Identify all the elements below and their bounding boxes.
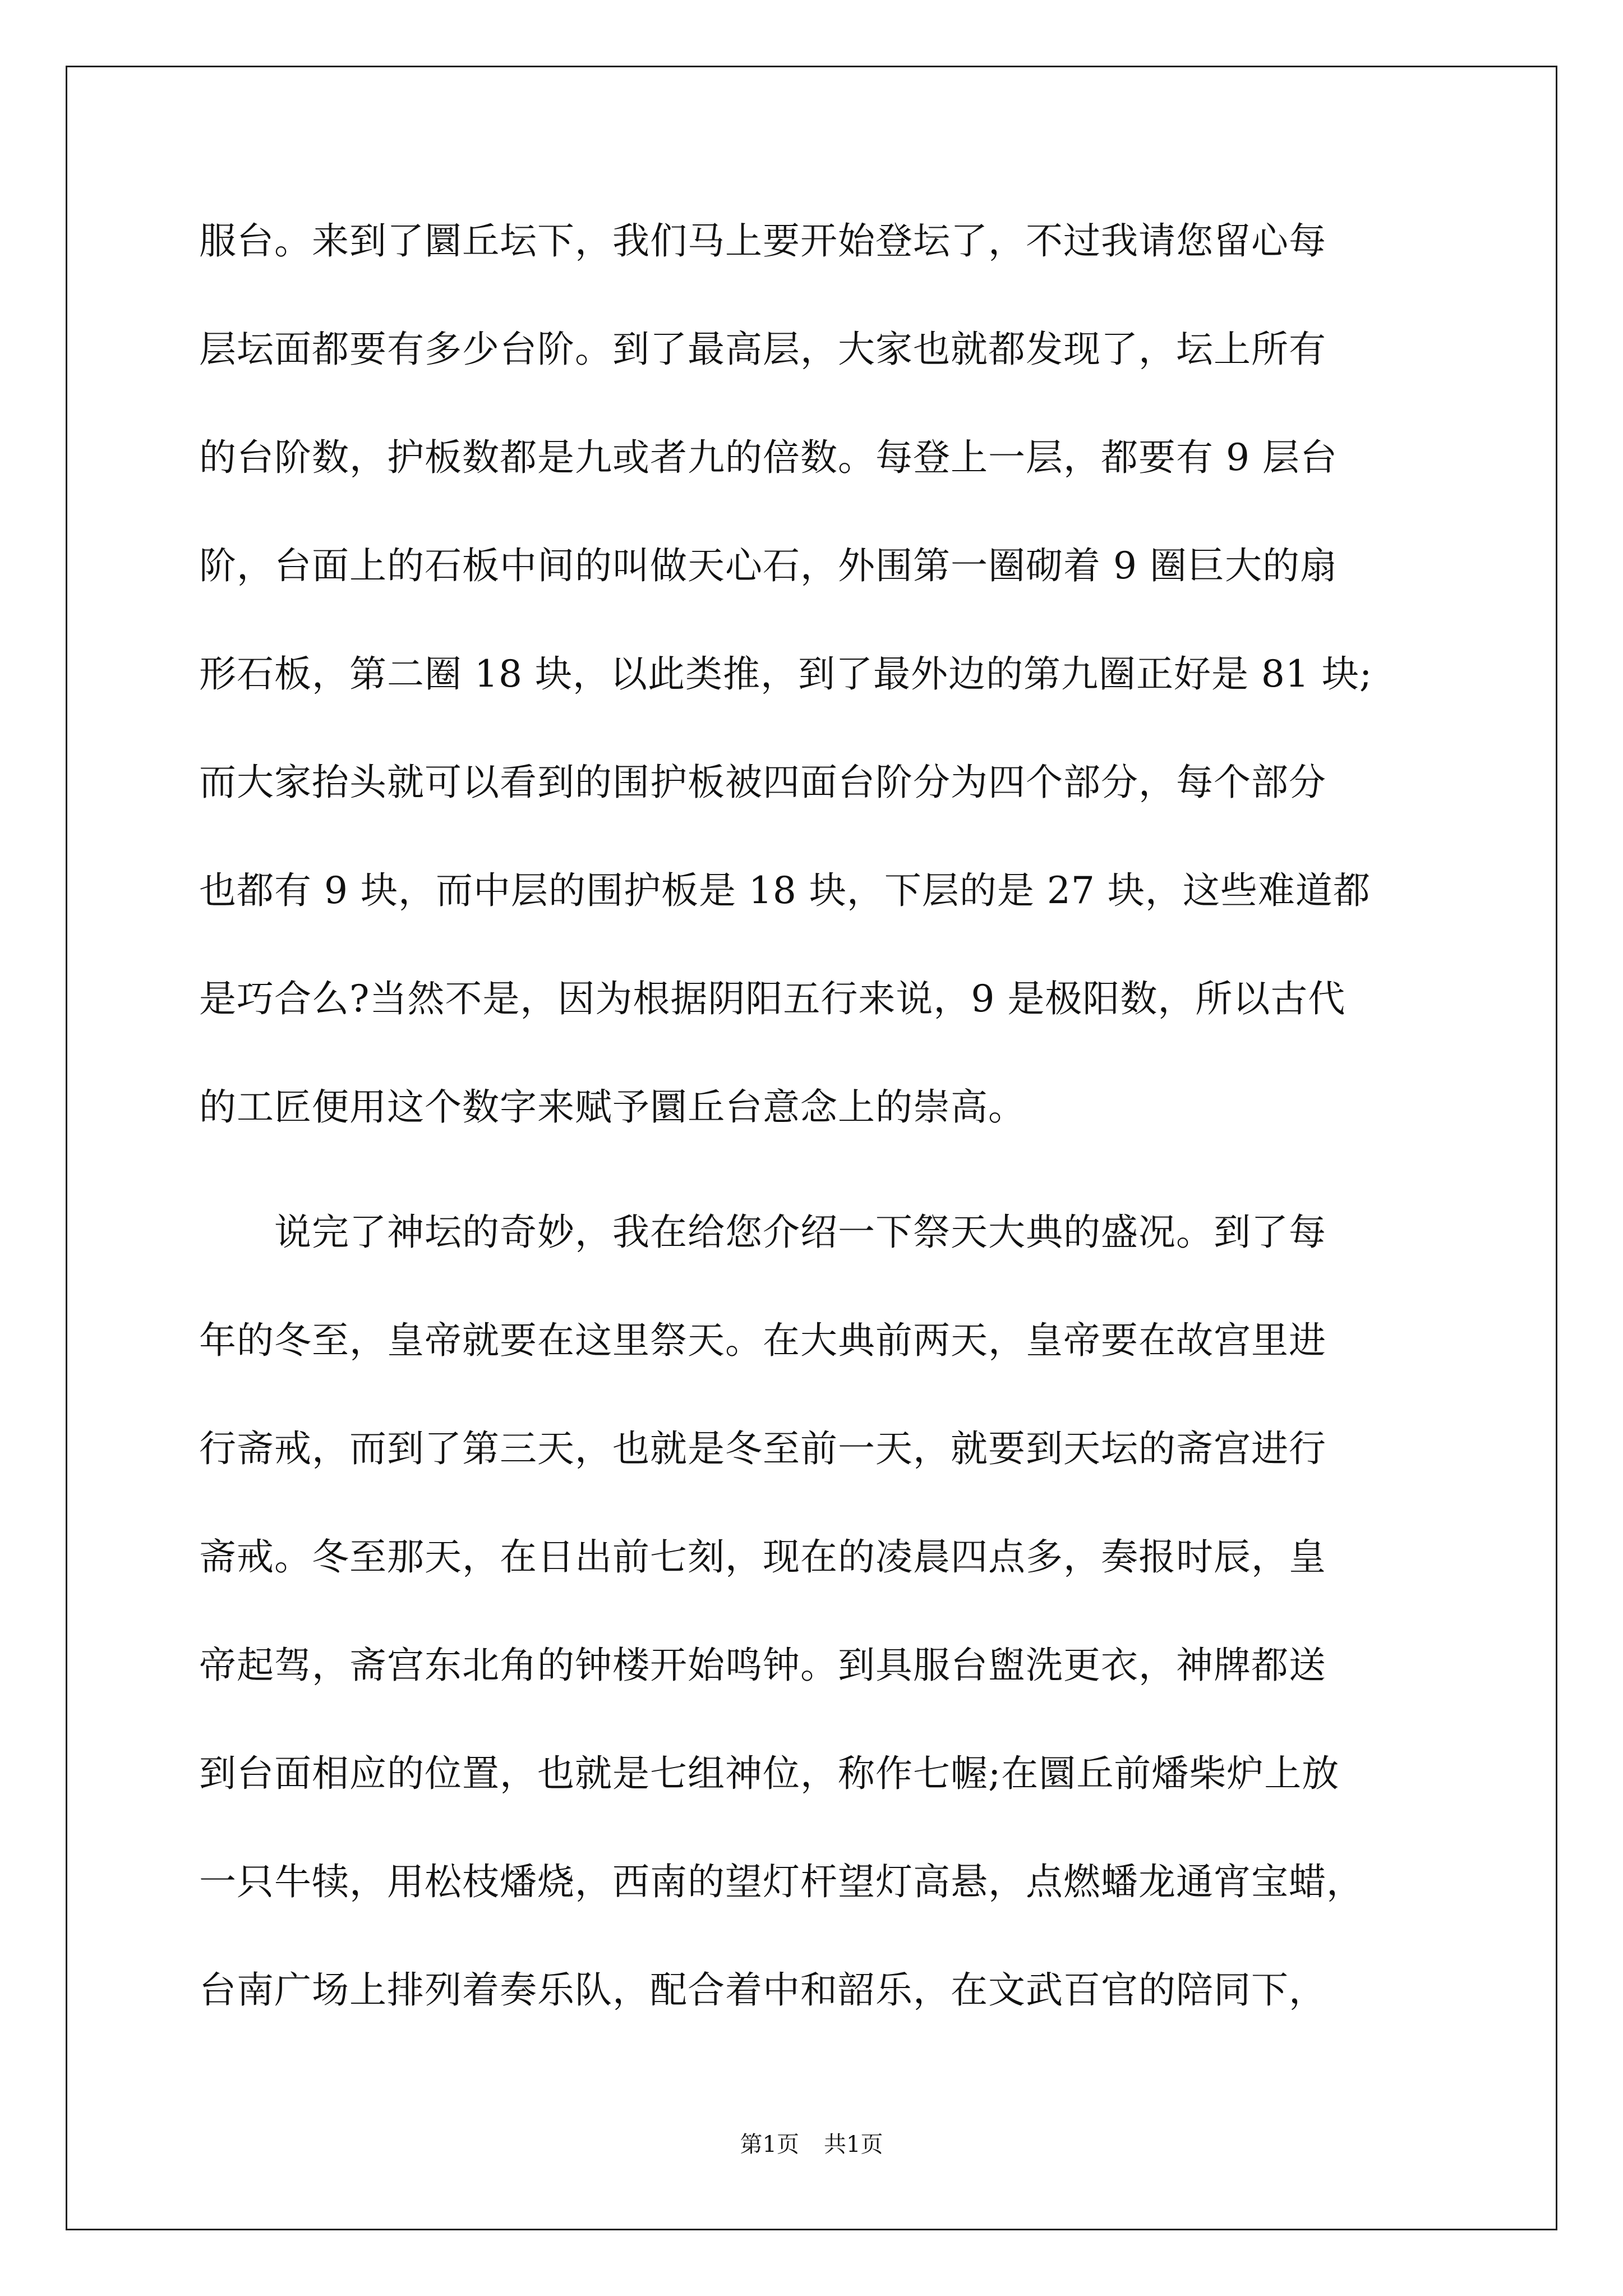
paragraph-start-line: 说完了神坛的奇妙，我在给您介绍一下祭天大典的盛况。到了每 [274,1211,1326,1254]
text-line: 到台面相应的位置，也就是七组神位，称作七幄;在圜丘前燔柴炉上放 [199,1752,1340,1795]
text-line: 台南广场上排列着奏乐队，配合着中和韶乐，在文武百官的陪同下， [199,1968,1326,2012]
text-line: 也都有 9 块，而中层的围护板是 18 块，下层的是 27 块，这些难道都 [199,869,1371,912]
text-line: 斋戒。冬至那天，在日出前七刻，现在的凌晨四点多，奏报时辰，皇 [199,1535,1326,1579]
page-number: 第1页 [740,2132,799,2157]
page-total: 共1页 [824,2132,883,2157]
text-line: 是巧合么?当然不是，因为根据阴阳五行来说，9 是极阳数，所以古代 [199,977,1346,1020]
text-line: 阶，台面上的石板中间的叫做天心石，外围第一圈砌着 9 圈巨大的扇 [199,544,1338,587]
text-line: 的台阶数，护板数都是九或者九的倍数。每登上一层，都要有 9 层台 [199,436,1338,479]
text-line: 帝起驾，斋宫东北角的钟楼开始鸣钟。到具服台盥洗更衣，神牌都送 [199,1644,1326,1687]
text-line: 一只牛犊，用松枝燔烧，西南的望灯杆望灯高悬，点燃蟠龙通宵宝蜡， [199,1860,1364,1903]
text-line: 年的冬至，皇帝就要在这里祭天。在大典前两天，皇帝要在故宫里进 [199,1319,1326,1362]
text-line: 的工匠便用这个数字来赋予圜丘台意念上的崇高。 [199,1085,1026,1129]
text-line: 行斋戒，而到了第三天，也就是冬至前一天，就要到天坛的斋宫进行 [199,1427,1326,1470]
text-line: 形石板，第二圈 18 块，以此类推，到了最外边的第九圈正好是 81 块; [199,652,1373,696]
page-footer [0,2131,1623,2159]
document-body [199,213,1433,2070]
text-line: 层坛面都要有多少台阶。到了最高层，大家也就都发现了，坛上所有 [199,328,1326,371]
text-line: 而大家抬头就可以看到的围护板被四面台阶分为四个部分，每个部分 [199,761,1326,804]
text-line: 服台。来到了圜丘坛下，我们马上要开始登坛了，不过我请您留心每 [199,219,1326,263]
